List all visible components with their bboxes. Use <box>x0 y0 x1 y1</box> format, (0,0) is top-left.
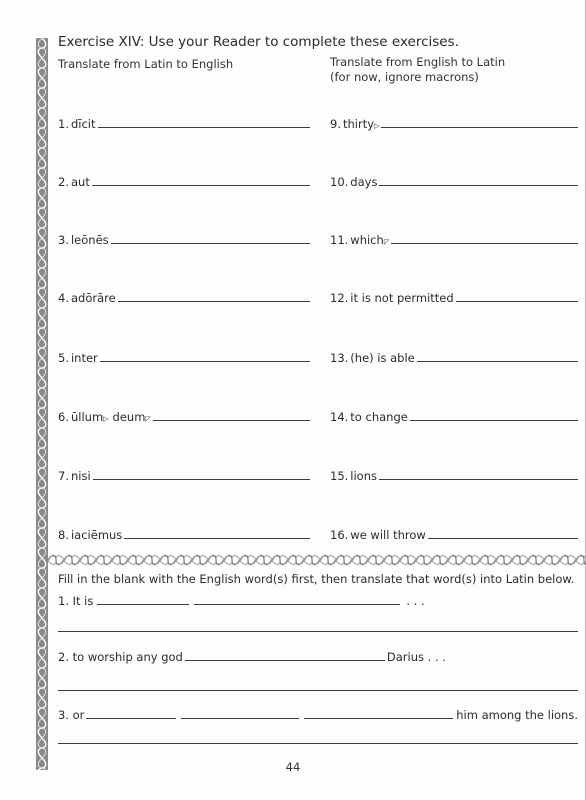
answer-blank[interactable] <box>124 538 310 539</box>
question-text-end: him among the lions. <box>456 708 578 722</box>
fill-question-2 <box>58 648 478 664</box>
latin-word-2: deum <box>112 410 146 424</box>
latin-item-5: 5. inter <box>58 349 310 365</box>
question-text-end: Darius . . . <box>386 650 446 664</box>
answer-blank[interactable] <box>381 127 578 128</box>
english-word: lions <box>350 469 378 483</box>
latin-word: nisi <box>70 469 91 483</box>
english-item-15: 15. lions <box>330 467 578 483</box>
english-item-14: 14. to change <box>330 408 578 424</box>
english-word: which <box>350 233 384 247</box>
english-item-12: 12. it is not permitted <box>330 289 578 305</box>
latin-item-7: 7. nisi <box>58 467 310 483</box>
latin-item-1: 1. dīcit <box>58 115 310 131</box>
latin-word: inter <box>70 351 98 365</box>
fill-blank-instructions: Fill in the blank with the English word(s) first, then translate that word(s) into Latin below. <box>58 572 575 586</box>
english-item-16: 16. we will throw <box>330 526 578 542</box>
wave-divider-icon <box>48 554 586 566</box>
english-word: we will throw <box>350 528 426 542</box>
answer-blank[interactable] <box>379 479 578 480</box>
latin-answer-line[interactable] <box>58 631 578 632</box>
exercise-title: Exercise XIV: Use your Reader to complete these exercises. <box>58 34 459 50</box>
right-heading-line1: Translate from English to Latin <box>330 55 506 69</box>
answer-blank[interactable] <box>417 361 578 362</box>
question-text: 2. to worship any god <box>58 650 183 664</box>
english-item-13: 13. (he) is able <box>330 349 578 365</box>
latin-word: adōrāre <box>70 291 116 305</box>
answer-blank[interactable] <box>185 660 385 661</box>
answer-blank[interactable] <box>118 301 310 302</box>
vine-pattern-icon <box>36 38 48 770</box>
english-word: it is not permitted <box>350 291 454 305</box>
answer-blank[interactable] <box>456 301 578 302</box>
fill-question-1 <box>58 592 478 608</box>
decorative-vine-border <box>36 38 48 770</box>
latin-item-4: 4. adōrāre <box>58 289 310 305</box>
answer-blank[interactable] <box>93 479 310 480</box>
english-word: thirty <box>342 117 375 131</box>
latin-word: leōnēs <box>70 233 109 247</box>
latin-item-8: 8. iaciēmus <box>58 526 310 542</box>
latin-word: ūllum <box>70 410 104 424</box>
answer-blank[interactable] <box>86 718 176 719</box>
latin-word: aut <box>70 175 90 189</box>
latin-item-3: 3. leōnēs <box>58 231 310 247</box>
fill-question-3 <box>58 706 578 722</box>
latin-answer-line[interactable] <box>58 690 578 691</box>
answer-blank[interactable] <box>428 538 578 539</box>
left-column-heading: Translate from Latin to English <box>58 57 234 71</box>
right-heading-line2: (for now, ignore macrons) <box>330 70 479 84</box>
english-item-9: 9. thirty ▷ <box>330 115 578 131</box>
answer-blank[interactable] <box>100 361 310 362</box>
question-text: 1. It is <box>58 594 94 608</box>
answer-blank[interactable] <box>379 185 578 186</box>
answer-blank[interactable] <box>194 604 400 605</box>
latin-word: dīcit <box>70 117 96 131</box>
question-text: 3. or <box>58 708 85 722</box>
answer-blank[interactable] <box>111 243 310 244</box>
answer-blank[interactable] <box>153 420 310 421</box>
answer-blank[interactable] <box>97 604 189 605</box>
english-word: (he) is able <box>350 351 415 365</box>
right-column-heading <box>330 55 505 85</box>
page-number: 44 <box>285 760 301 774</box>
latin-word: iaciēmus <box>70 528 123 542</box>
answer-blank[interactable] <box>181 718 299 719</box>
english-word: to change <box>350 410 408 424</box>
english-item-10: 10. days <box>330 173 578 189</box>
latin-answer-line[interactable] <box>58 743 578 744</box>
latin-item-2: 2. aut <box>58 173 310 189</box>
answer-blank[interactable] <box>391 243 578 244</box>
english-item-11: 11. which ◸ <box>330 231 578 247</box>
answer-blank[interactable] <box>410 420 578 421</box>
question-ellipsis: . . . <box>406 594 425 608</box>
answer-blank[interactable] <box>92 185 310 186</box>
latin-item-6: 6. ūllum ▷ deum ◸ <box>58 408 310 424</box>
answer-blank[interactable] <box>304 718 454 719</box>
answer-blank[interactable] <box>98 127 310 128</box>
english-word: days <box>350 175 378 189</box>
